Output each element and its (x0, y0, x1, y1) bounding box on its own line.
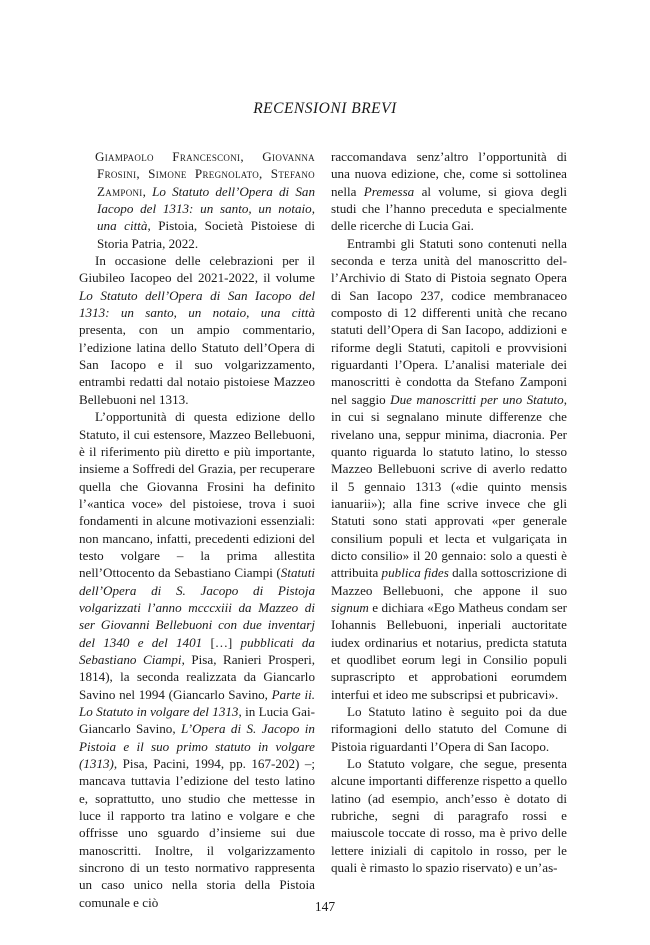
italic-text: Due manoscritti per uno Statuto (390, 391, 564, 407)
review-citation (79, 148, 315, 252)
citation-publisher: , Pistoia, Società Pistoiese di Storia Patria, 2022. (97, 218, 315, 251)
italic-text: L’Opera di S. Jacopo in Pistoia e il suo primo statuto in volgare (1313) (79, 721, 315, 772)
paragraph: Lo Statuto volgare, che segue, presenta alcune importanti differenze rispetto a quello latino (ad esempio, anch’esso è dotato di rubriche, segni di paragrafo rossi e maiuscole toccate di rosso, ma è privo delle lettere iniziali di capitolo in rosso, per le quali è rimasto lo spazio riservato) e un’as- (331, 756, 567, 876)
italic-text: Parte ii. Lo Statuto in volgare del 1313 (79, 686, 315, 719)
paragraph: In occasione delle celebrazioni per il Giubileo Iacopeo del 2021-2022, il volume Lo Statuto dell’Opera di San Iacopo del 1313: un santo, un notaio, una città presenta, con un ampio commentario, l’edizione latina dello Statuto dell’Opera di San Iacopo e il suo volgarizzamento, entrambi redatti dal notaio pistoiese Mazzeo Bellebuoni nel 1313. (79, 253, 315, 407)
page-number: 147 (314, 899, 336, 914)
citation-title: Lo Statuto dell’Opera di San Iacopo del 1313: un santo, un notaio, una città (97, 183, 315, 234)
italic-text: signum (331, 599, 369, 615)
italic-text: Statuti dell’Opera di S. Jacopo di Pistoja volgarizzati l’anno mcccxiii da Mazzeo di ser Giovanni Bellebuoni con due inventarj del 1340 e del 1401 (79, 565, 315, 650)
italic-text: Lo Statuto dell’Opera di San Iacopo del 1313: un santo, un notaio, una città (79, 287, 315, 321)
paragraph-continued: raccomandava senz’altro l’opportunità di una nuova edizione, che, come si sottolinea nella Premessa al volume, si giova degli studi che l’hanno preceduta e specialmente delle ricerche di Lucia Gai. (331, 149, 567, 234)
paragraph: Lo Statuto latino è seguito poi da due riformagioni dello statuto del Comune di Pistoia riguardanti l’Opera di San Iacopo. (331, 704, 567, 754)
italic-text: pubblicati da Sebastiano Ciampi (79, 634, 315, 667)
running-head: RECENSIONI BREVI (253, 100, 397, 117)
italic-text: publica fides (381, 565, 449, 581)
italic-text: Premessa (363, 183, 415, 199)
left-column (79, 148, 315, 911)
paragraph: L’opportunità di questa edizione dello Statuto, il cui estensore, Mazzeo Bellebuoni, è il riferimento più diretto e più importante, insieme a Soffredi del Grazia, per recuperare quella che Giovanna Frosini ha definito l’«antica voce» del pistoiese, trova i suoi fondamenti in alcune motivazioni essenziali: non mancano, infatti, precedenti edizioni del testo volgare – la prima allestita nell’Ottocento da Sebastiano Ciampi (Statuti dell’Opera di S. Jacopo di Pistoja volgarizzati l’anno mcccxiii da Mazzeo di ser Giovanni Bellebuoni con due inventarj del 1340 e del 1401 […] pubblicati da Sebastiano Ciampi, Pisa, Ranieri Prosperi, 1814), la seconda realizzata da Giancarlo Savino nel 1994 (Giancarlo Savino, Parte ii. Lo Statuto in volgare del 1313, in Lucia Gai-Giancarlo Savino, L’Opera di S. Jacopo in Pistoia e il suo primo statuto in volgare (1313), Pisa, Pacini, 1994, pp. 167-202) –; mancava tuttavia l’edizione del testo latino e, soprattutto, uno studio che mettesse in luce il rapporto tra latino e volgare e che offrisse uno sguardo d’insieme sui due manoscritti. Inoltre, il volgarizzamento sincrono di un testo normativo rappresenta un caso unico nella storia della Pistoia comunale e ciò (79, 409, 315, 910)
right-column (331, 148, 567, 876)
citation-separator: , (142, 183, 153, 199)
paragraph: Entrambi gli Statuti sono contenuti nella seconda e terza unità del manoscritto dell’Archivio di Stato di Pistoia segnato Opera di San Iacopo 237, codice membranaceo composto di 12 differenti unità che recano statuti dell’Opera di San Iacopo, addizioni e riforme degli Statuti, capitoli e provvisioni riguardanti l’Opera. L’analisi materiale dei manoscritti è condotta da Stefano Zamponi nel saggio Due manoscritti per uno Statuto, in cui si segnalano minute differenze che rivelano una, seppur minima, diacronia. Per quanto riguarda lo statuto latino, lo stesso Mazzeo Bellebuoni scrive di averlo redatto il 5 gennaio 1313 («die quinto mensis ianuarii»); alla fine scrive invece che gli Statuti sono stati approvati «per generale consilium populi et lecta et vulgariçata in dicto consilio» il 20 gennaio: solo a questi è attribuita publica fides dalla sottoscrizione di Mazzeo Bellebuoni, che appone il suo signum e dichiara «Ego Matheus condam ser Iohannis Bellebuoni, inperiali auctoritate iudex ordinarius et notarius, predicta statuta et quodlibet eorum legi in Consilio populi suprascripto et approbationi eorumdem interfui et ideo me subscripsi et pubricavi». (331, 235, 568, 702)
citation-authors: Giampaolo Francesconi, Giovanna Frosini, Simone Pregnolato, Stefano Zamponi (95, 149, 315, 199)
